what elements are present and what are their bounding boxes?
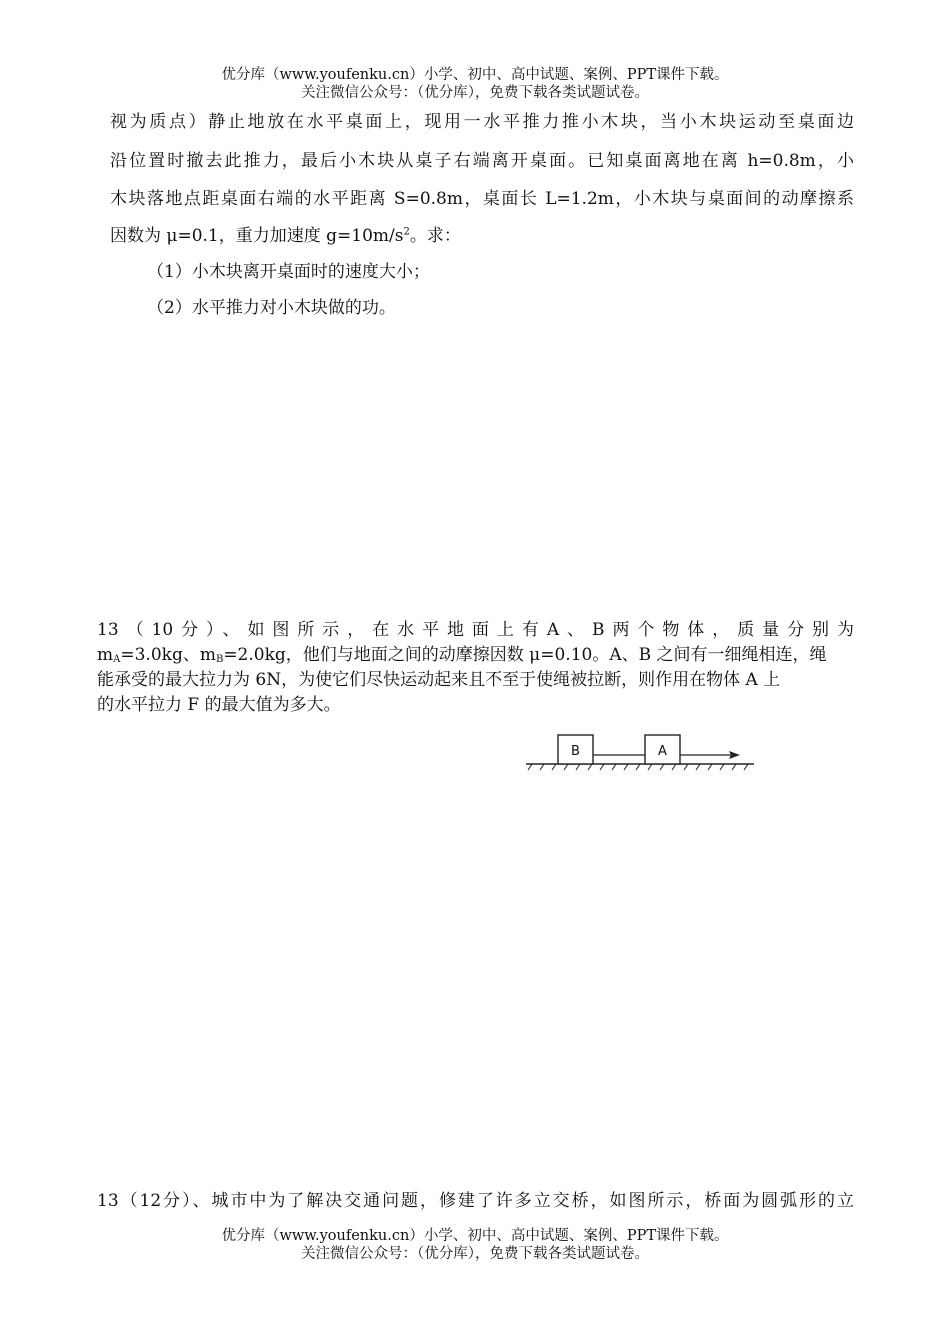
footer-line-1: 优分库（www.youfenku.cn）小学、初中、高中试题、案例、PPT课件下载。 [221, 1228, 729, 1244]
q12-line-2: 沿位置时撤去此推力，最后小木块从桌子右端离开桌面。已知桌面离地在离 h=0.8m，小 [110, 151, 854, 171]
ground-hatching [528, 764, 748, 770]
block-a-label: A [658, 744, 667, 759]
q13a-line-4: 的水平拉力 F 的最大值为多大。 [97, 695, 341, 715]
header-line-1: 优分库（www.youfenku.cn）小学、初中、高中试题、案例、PPT课件下载。 [221, 67, 729, 83]
q13a-line-2-rest: =2.0kg，他们与地面之间的动摩擦因数 μ=0.10。A、B 之间有一细绳相连，绳 [223, 645, 827, 665]
block-b-label: B [571, 744, 580, 759]
q12-line-1: 视为质点）静止地放在水平桌面上，现用一水平推力推小木块，当小木块运动至桌面边 [110, 112, 854, 132]
q12-line-4-text: 因数为 μ=0.1，重力加速度 g=10m/s [110, 226, 404, 246]
q13a-line-2 [97, 640, 854, 665]
blocks-figure [522, 728, 762, 778]
subscript-a: A [113, 654, 121, 665]
header-line-2: 关注微信公众号：（优分库），免费下载各类试题试卷。 [301, 85, 649, 101]
mass-symbol: m [97, 645, 114, 665]
q13b-line-1: 13（12分）、城市中为了解决交通问题，修建了许多立交桥，如图所示，桥面为圆弧形的立 [97, 1191, 854, 1211]
q12-line-4 [110, 221, 461, 246]
q13a-line-2-mid: =3.0kg、m [120, 645, 216, 665]
subscript-b: B [215, 654, 224, 665]
q13a-line-1: 13（10分）、如图所示，在水平地面上有A、B两个物体，质量分别为 [97, 620, 854, 640]
q12-line-3: 木块落地点距桌面右端的水平距离 S=0.8m，桌面长 L=1.2m，小木块与桌面间的动摩擦系 [110, 189, 854, 209]
footer-line-2: 关注微信公众号：（优分库），免费下载各类试题试卷。 [301, 1246, 649, 1262]
q13a-line-3: 能承受的最大拉力为 6N，为使它们尽快运动起来且不至于使绳被拉断，则作用在物体 A 上 [97, 670, 781, 690]
q12-line-4-end: 。求： [409, 226, 461, 246]
superscript: 2 [403, 226, 410, 238]
q12-sub-question-1: （1）小木块离开桌面时的速度大小； [147, 262, 430, 282]
q12-sub-question-2: （2）水平推力对小木块做的功。 [147, 298, 396, 318]
